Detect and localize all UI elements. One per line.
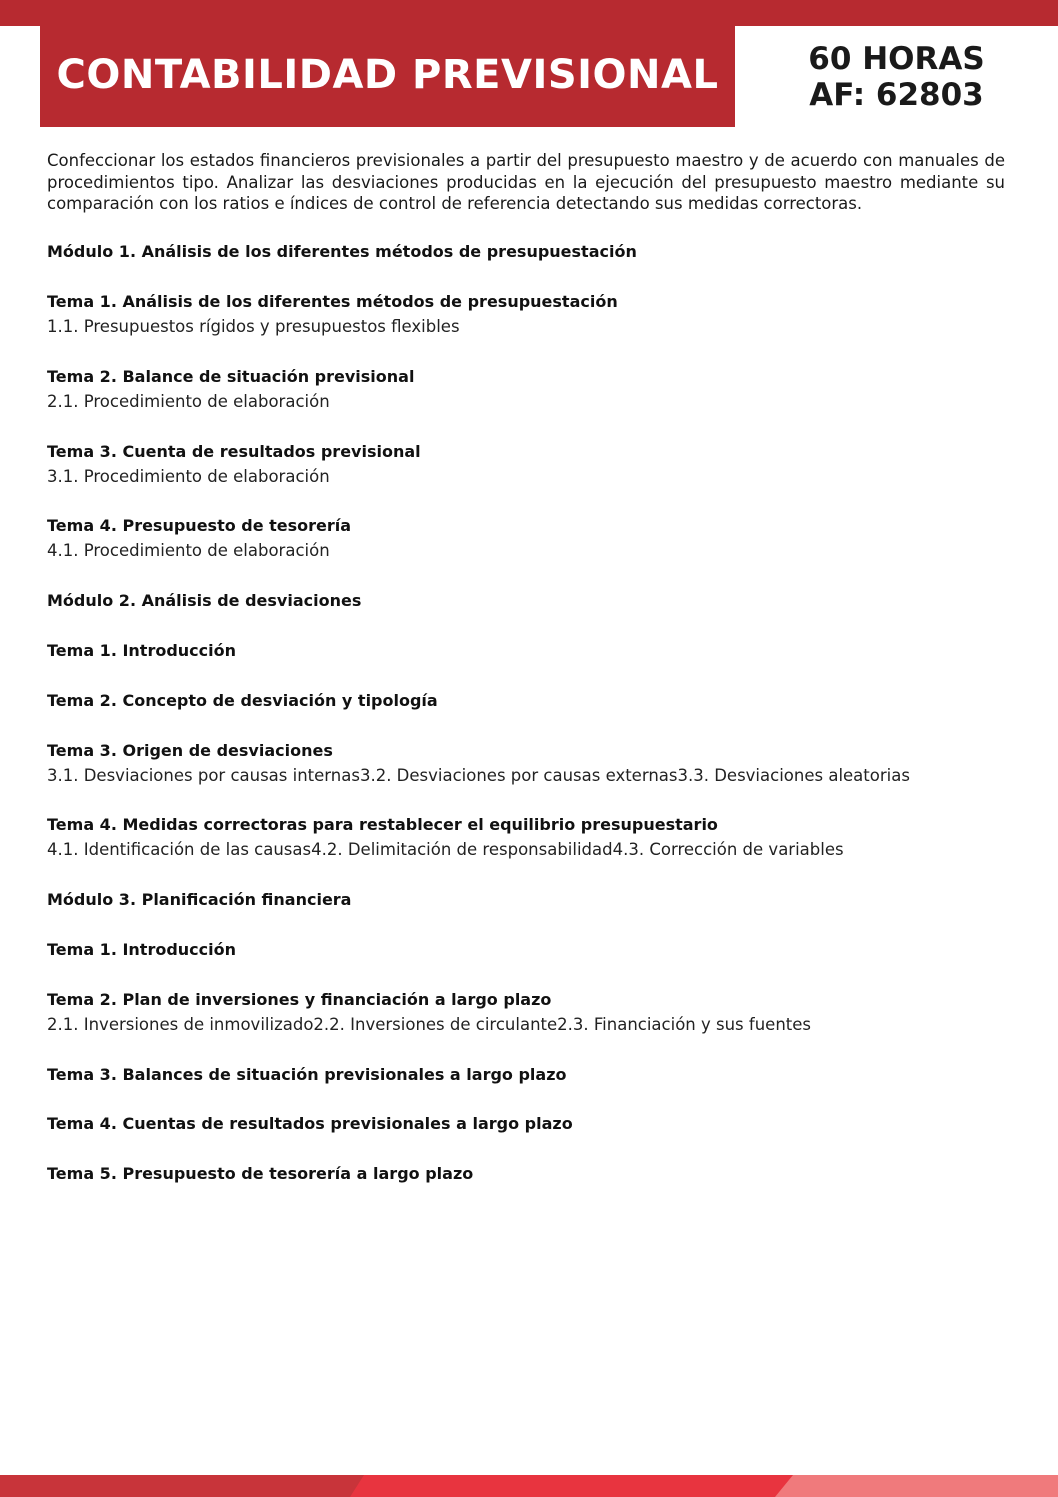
spacer [47,339,1005,364]
section-heading: Tema 1. Introducción [47,940,237,960]
spacer [47,1136,1005,1161]
course-code: AF: 62803 [809,76,984,113]
course-hours: 60 HORAS [808,40,985,77]
section-heading: Tema 4. Medidas correctoras para restablecer el equilibrio presupuestario [47,815,718,835]
syllabus-block [47,738,1005,788]
section-item: 4.1. Procedimiento de elaboración [47,541,330,561]
section-item: 1.1. Presupuestos rígidos y presupuestos flexibles [47,317,460,337]
syllabus-block [47,439,1005,489]
section-heading: Tema 3. Origen de desviaciones [47,740,333,760]
syllabus-block [47,887,1005,912]
section-heading: Tema 5. Presupuesto de tesorería a largo plazo [47,1164,474,1184]
section-item: 2.1. Procedimiento de elaboración [47,391,330,411]
spacer [47,663,1005,688]
section-heading: Tema 3. Balances de situación previsionales a largo plazo [47,1064,567,1084]
spacer [47,912,1005,937]
section-heading: Módulo 1. Análisis de los diferentes métodos de presupuestación [47,242,637,262]
section-heading: Tema 4. Presupuesto de tesorería [47,516,352,536]
section-heading: Módulo 3. Planificación financiera [47,890,352,910]
section-heading: Tema 2. Plan de inversiones y financiación a largo plazo [47,989,552,1009]
section-item: 3.1. Procedimiento de elaboración [47,466,330,486]
section-heading: Tema 1. Introducción [47,641,237,661]
section-heading: Tema 1. Análisis de los diferentes métodos de presupuestación [47,292,618,312]
syllabus-block [47,364,1005,414]
document-title: CONTABILIDAD PREVISIONAL [56,51,719,98]
section-item: 3.1. Desviaciones por causas internas3.2. Desviaciones por causas externas3.3. Desviaciones aleatorias [47,765,910,785]
syllabus-block [47,1111,1005,1136]
spacer [47,613,1005,638]
course-info-box [735,26,1058,127]
syllabus-block [47,239,1005,264]
footer-bar [0,1475,1058,1497]
spacer [47,215,1005,240]
spacer [47,713,1005,738]
syllabus-block [47,987,1005,1037]
footer-segment-red [350,1475,810,1497]
intro-paragraph: Confeccionar los estados financieros previsionales a partir del presupuesto maestro y de acuerdo con manuales de procedimientos tipo. Analizar las desviaciones producidas en la ejecución del presupuesto maestro mediante su comparación con los ratios e índices de control de referencia detectando sus medidas correctoras. [47,151,1005,213]
syllabus-block [47,638,1005,663]
spacer [47,788,1005,813]
spacer [47,1037,1005,1062]
section-item: 2.1. Inversiones de inmovilizado2.2. Inversiones de circulante2.3. Financiación y sus fuentes [47,1014,811,1034]
syllabus-block [47,1062,1005,1087]
footer-segment-light [775,1475,1058,1497]
syllabus-block [47,513,1005,563]
section-heading: Tema 4. Cuentas de resultados previsionales a largo plazo [47,1114,573,1134]
syllabus-block [47,688,1005,713]
spacer [47,962,1005,987]
syllabus-block [47,1161,1005,1186]
spacer [47,489,1005,514]
section-heading: Tema 2. Concepto de desviación y tipología [47,690,438,710]
syllabus-block [47,937,1005,962]
section-item: 4.1. Identificación de las causas4.2. Delimitación de responsabilidad4.3. Corrección de variables [47,840,844,860]
section-heading: Módulo 2. Análisis de desviaciones [47,591,362,611]
spacer [47,862,1005,887]
document-body [47,150,1005,1186]
section-heading: Tema 2. Balance de situación previsional [47,366,415,386]
syllabus-block [47,588,1005,613]
title-banner [40,0,735,127]
syllabus-block [47,812,1005,862]
spacer [47,1087,1005,1112]
syllabus-block [47,289,1005,339]
spacer [47,563,1005,588]
section-heading: Tema 3. Cuenta de resultados previsional [47,441,421,461]
spacer [47,414,1005,439]
spacer [47,264,1005,289]
syllabus-list [47,239,1005,1186]
